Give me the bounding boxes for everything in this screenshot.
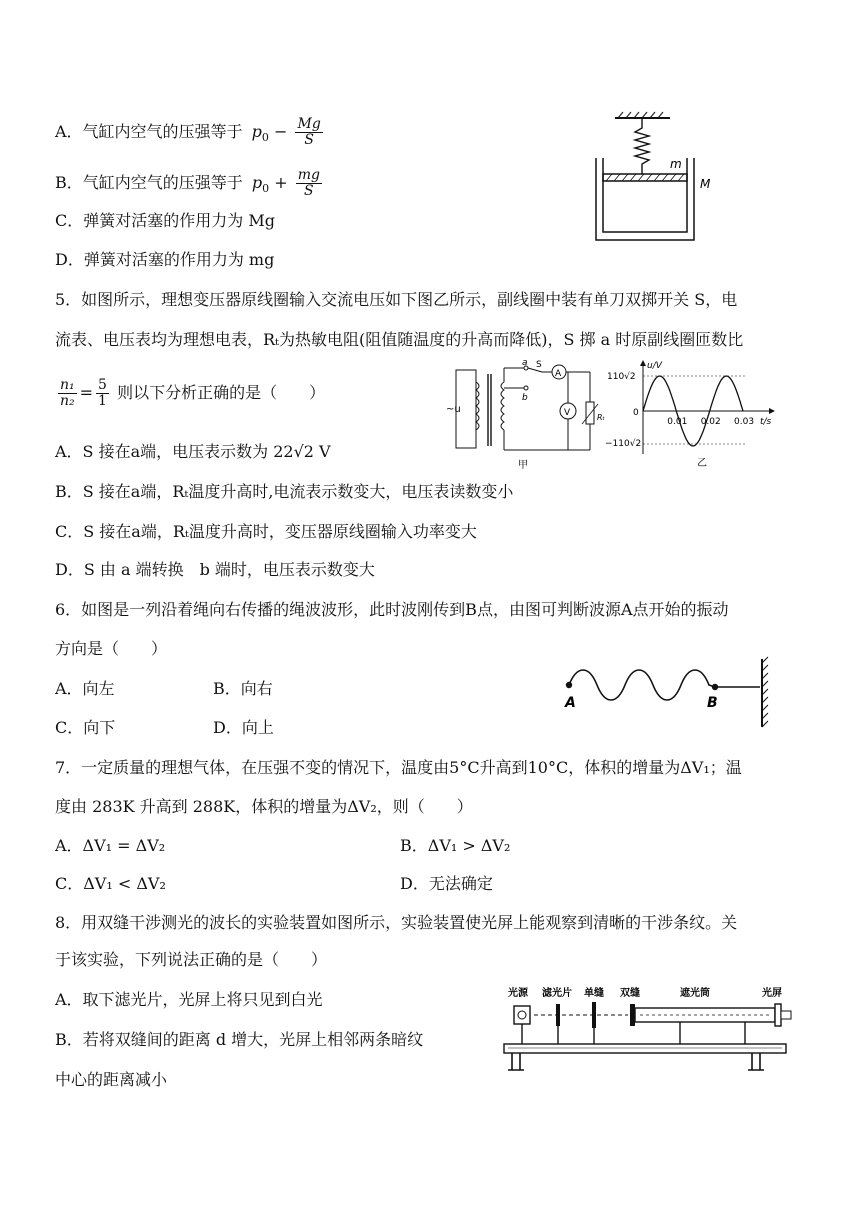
label-shade-tube: 遮光筒 [680, 988, 710, 999]
q5-option-b: B．S 接在a端，Rₜ温度升高时,电流表示数变大，电压表读数变小 [55, 482, 514, 501]
screen-icon [775, 1004, 781, 1026]
switch-label: S [536, 360, 542, 370]
label-single-slit: 单缝 [584, 988, 604, 999]
x-tick-0-02: 0.02 [700, 417, 721, 427]
q4-cylinder-figure [590, 110, 730, 245]
voltmeter-label: V [564, 408, 571, 418]
q5-voltage-chart [605, 358, 785, 470]
label-M: M [700, 177, 711, 191]
y-axis-label: u/V [647, 361, 662, 371]
terminal-a-label: a [522, 360, 528, 368]
q7-stem-line1: 7．一定质量的理想气体，在压强不变的情况下，温度由5°C升高到10°C，体积的增量为ΔV₁；温 [55, 758, 742, 777]
q5-option-d: D．S 由 a 端转换 b 端时，电压表示数变大 [55, 560, 375, 579]
label-filter: 滤光片 [542, 988, 572, 999]
q5-stem-line1: 5．如图所示，理想变压器原线圈输入交流电压如下图乙所示，副线圈中装有单刀双掷开关 S，电 [55, 290, 738, 309]
q5-stem-line2: 流表、电压表均为理想电表，Rₜ为热敏电阻(阻值随温度的升高而降低)，S 掷 a 时原副线圈匝数比 [55, 330, 744, 349]
q4-a-fraction: $\frac{Mg}{S}$ [297, 116, 321, 148]
point-b-icon [712, 684, 718, 690]
q4-option-a: A．气缸内空气的压强等于 $p_0$ − $\frac{Mg}{S}$ [55, 116, 321, 148]
q4-option-b: B．气缸内空气的压强等于 $p_0$ + $\frac{mg}{S}$ [55, 167, 320, 199]
piston-icon [603, 174, 687, 181]
x-axis-label: t/s [760, 417, 772, 427]
q5-option-c: C．S 接在a端，Rₜ温度升高时，变压器原线圈输入功率变大 [55, 522, 477, 541]
x-tick-0-03: 0.03 [734, 417, 755, 427]
q4-option-c: C．弹簧对活塞的作用力为 Mg [55, 211, 275, 230]
q6-stem-line1: 6．如图是一列沿着绳向右传播的绳波波形，此时波刚传到B点，由图可判断波源A点开始的振动 [55, 600, 729, 619]
wave-label-b: B [707, 695, 718, 711]
label-screen: 光屏 [762, 988, 782, 999]
spring-icon [635, 118, 649, 174]
rope-wave-icon [569, 670, 760, 700]
thermistor-label: Rₜ [597, 413, 605, 422]
light-source-icon [514, 1006, 530, 1024]
primary-coil-icon [476, 382, 479, 430]
q5-option-a: A．S 接在a端，电压表示数为 22√2 V [55, 442, 331, 461]
q5-stem-line3: $\frac{\text{n₁}}{\text{n₂}}$ = $\frac{5}{1}$ 则以下分析正确的是（ ） [60, 377, 326, 409]
q8-option-a: A．取下滤光片，光屏上将只见到白光 [55, 990, 323, 1009]
q7-option-a: A．ΔV₁ = ΔV₂ [55, 836, 166, 855]
q4-b-fraction: $\frac{mg}{S}$ [297, 167, 320, 199]
q7-option-c: C．ΔV₁ < ΔV₂ [55, 874, 166, 893]
label-m: m [670, 157, 682, 171]
x-tick-0-01: 0.01 [667, 417, 688, 427]
q8-stem-line1: 8．用双缝干涉测光的波长的实验装置如图所示，实验装置使光屏上能观察到清晰的干涉条纹。关 [55, 913, 738, 932]
y-tick-top: 110√2 [607, 372, 636, 382]
ammeter-label: A [555, 369, 562, 379]
q6-option-d: D．向上 [213, 718, 274, 737]
double-slit-icon [630, 1004, 635, 1026]
ratio-value-fraction: $\frac{5}{1}$ [98, 377, 107, 409]
optical-bench-icon [504, 1044, 786, 1053]
ratio-n-fraction: $\frac{\text{n₁}}{\text{n₂}}$ [60, 377, 75, 409]
y-tick-bottom: −110√2 [605, 439, 642, 449]
q8-option-b-line1: B．若将双缝间的距离 d 增大，光屏上相邻两条暗纹 [55, 1030, 424, 1049]
q7-stem-line2: 度由 283K 升高到 288K，体积的增量为ΔV₂，则（ ） [55, 797, 473, 816]
terminal-b-label: b [522, 393, 528, 403]
point-a-icon [566, 682, 572, 688]
q6-option-b: B．向右 [213, 679, 273, 698]
y-tick-zero: 0 [633, 408, 639, 418]
figure-yi-caption: 乙 [697, 458, 707, 469]
ac-source-label: ~u [446, 404, 461, 415]
thermistor-icon [586, 402, 594, 424]
figure-jia-caption: 甲 [518, 460, 528, 471]
q6-option-a: A．向左 [55, 679, 115, 698]
q6-stem-line2: 方向是（ ） [55, 639, 168, 658]
wave-label-a: A [565, 695, 576, 711]
q7-option-d: D．无法确定 [400, 874, 493, 893]
single-slit-icon [592, 1002, 596, 1028]
q8-stem-line2: 于该实验，下列说法正确的是（ ） [55, 950, 328, 969]
q5-circuit-figure [440, 360, 610, 472]
q4-option-d: D．弹簧对活塞的作用力为 mg [55, 250, 275, 269]
label-light-source: 光源 [508, 988, 528, 999]
label-double-slit: 双缝 [620, 988, 640, 999]
q8-option-b-line2: 中心的距离减小 [55, 1070, 168, 1089]
secondary-coil-icon [501, 382, 504, 430]
q7-option-b: B．ΔV₁ > ΔV₂ [400, 836, 511, 855]
q6-wave-figure [555, 655, 780, 735]
q8-apparatus-figure [500, 984, 800, 1076]
filter-icon [556, 1004, 560, 1026]
q6-option-c: C．向下 [55, 718, 116, 737]
